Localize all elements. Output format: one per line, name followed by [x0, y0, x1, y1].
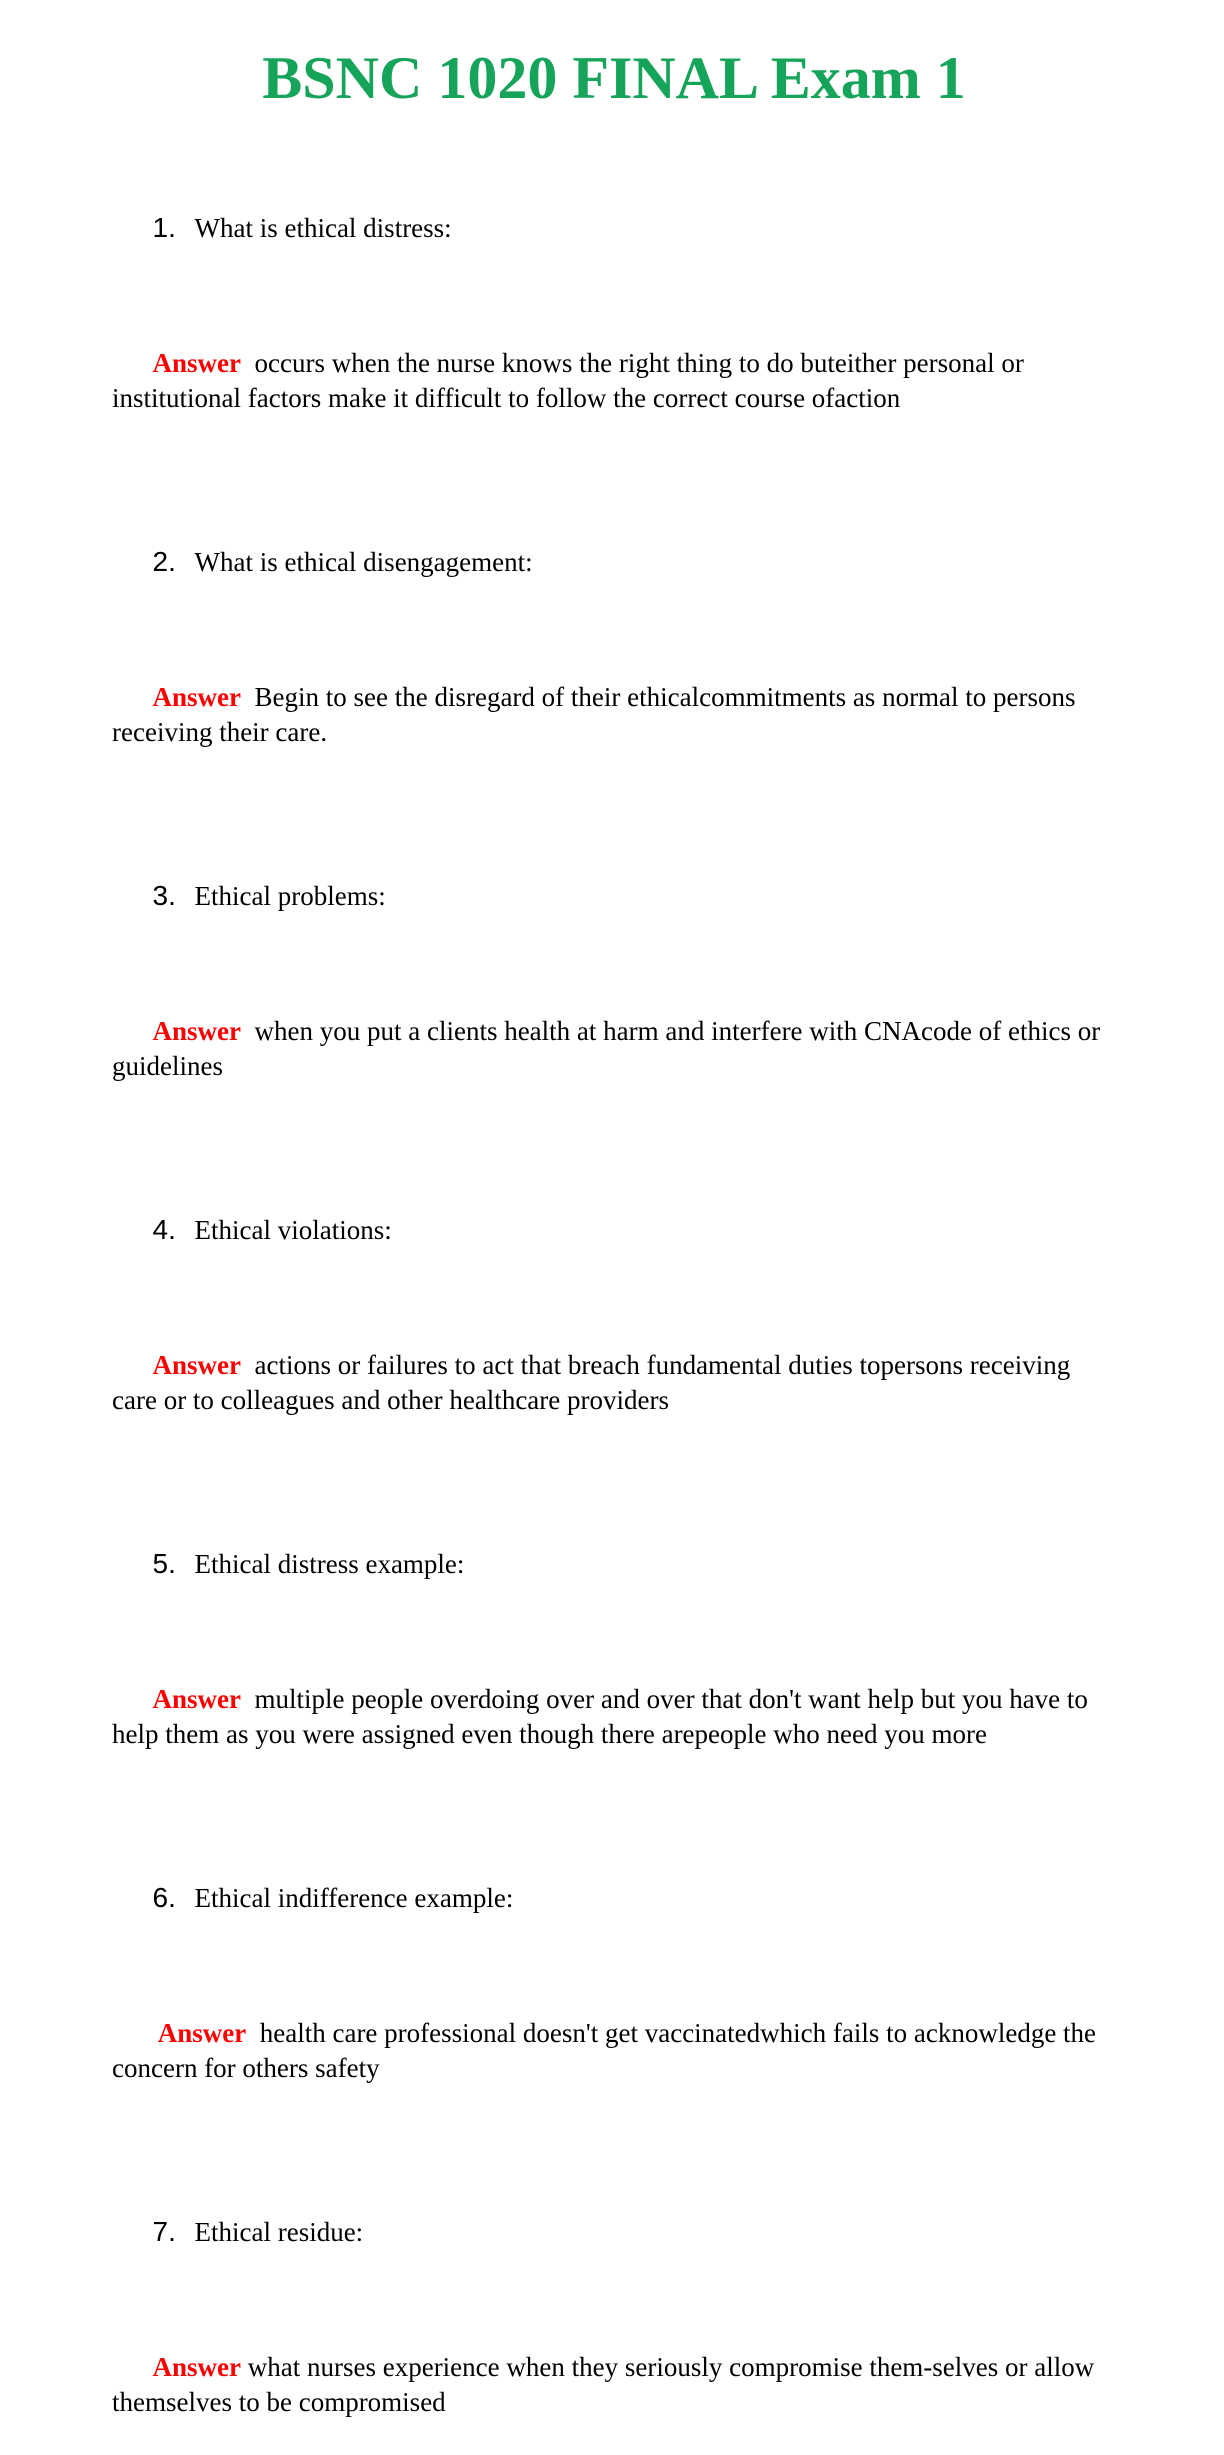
- question-number: 3.: [152, 880, 176, 911]
- question-line: [112, 175, 1116, 281]
- answer-text: when you put a clients health at harm and interfere with CNAcode of ethics or guidelines: [112, 1016, 1107, 1081]
- answer-label: Answer: [152, 1350, 241, 1380]
- answer-text: Begin to see the disregard of their ethicalcommitments as normal to persons receiving their care.: [112, 682, 1083, 747]
- answer-paragraph: [112, 311, 1116, 451]
- answer-paragraph: [112, 979, 1116, 1119]
- question-text: Ethical distress example:: [194, 1549, 465, 1579]
- qa-list: [112, 175, 1116, 2455]
- answer-paragraph: [112, 1981, 1116, 2121]
- question-answer-block: [112, 1511, 1116, 1787]
- answer-label: Answer: [152, 682, 241, 712]
- question-line: [112, 843, 1116, 949]
- answer-text: actions or failures to act that breach fundamental duties topersons receiving care or to colleagues and other healthcare providers: [112, 1350, 1077, 1415]
- question-number: 2.: [152, 546, 176, 577]
- question-number: 1.: [152, 212, 176, 243]
- question-answer-block: [112, 2179, 1116, 2455]
- question-line: [112, 1511, 1116, 1617]
- answer-label: Answer: [152, 1684, 241, 1714]
- answer-paragraph: [112, 645, 1116, 785]
- answer-label: Answer: [152, 2018, 247, 2048]
- question-line: [112, 509, 1116, 615]
- question-line: [112, 2179, 1116, 2285]
- question-answer-block: [112, 175, 1116, 451]
- answer-label: Answer: [152, 2352, 241, 2382]
- question-number: 4.: [152, 1214, 176, 1245]
- answer-paragraph: [112, 1313, 1116, 1453]
- question-text: What is ethical distress:: [194, 213, 452, 243]
- question-number: 7.: [152, 2216, 176, 2247]
- question-text: Ethical residue:: [194, 2217, 364, 2247]
- question-text: Ethical indifference example:: [194, 1883, 514, 1913]
- question-answer-block: [112, 1845, 1116, 2121]
- answer-label: Answer: [152, 1016, 241, 1046]
- answer-text: health care professional doesn't get vaccinatedwhich fails to acknowledge the concern for others safety: [112, 2018, 1103, 2083]
- answer-paragraph: [112, 2315, 1116, 2455]
- question-line: [112, 1845, 1116, 1951]
- answer-text: occurs when the nurse knows the right thing to do buteither personal or institutional factors make it difficult to follow the correct course ofaction: [112, 348, 1031, 413]
- answer-text: what nurses experience when they seriously compromise them-selves or allow themselves to be compromised: [112, 2352, 1102, 2417]
- question-answer-block: [112, 1177, 1116, 1453]
- question-text: What is ethical disengagement:: [194, 547, 533, 577]
- question-number: 6.: [152, 1882, 176, 1913]
- question-text: Ethical problems:: [194, 881, 386, 911]
- question-text: Ethical violations:: [194, 1215, 392, 1245]
- question-line: [112, 1177, 1116, 1283]
- page-title: BSNC 1020 FINAL Exam 1: [262, 45, 966, 111]
- question-answer-block: [112, 843, 1116, 1119]
- answer-text: multiple people overdoing over and over that don't want help but you have to help them as you were assigned even though there arepeople who need you more: [112, 1684, 1095, 1749]
- question-answer-block: [112, 509, 1116, 785]
- answer-label: Answer: [152, 348, 241, 378]
- answer-paragraph: [112, 1647, 1116, 1787]
- document-page: [0, 45, 1224, 2417]
- question-number: 5.: [152, 1548, 176, 1579]
